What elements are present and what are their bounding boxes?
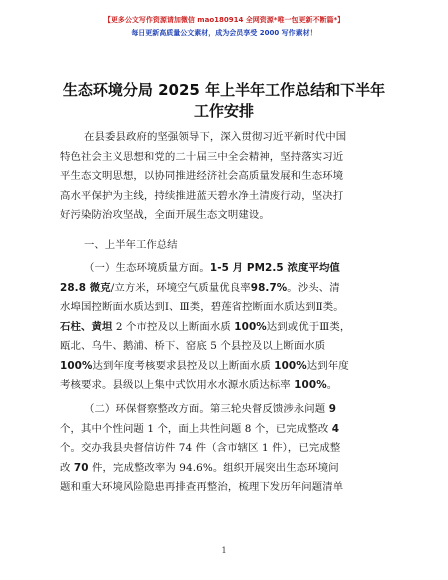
highlight-number: 70 bbox=[73, 461, 89, 474]
promo-banner-line-2: 每日更新高质量公文素材，成为会员享受 2000 写作素材！ bbox=[131, 29, 317, 37]
text-run: 个，其中个性问题 1 个，面上共性问题 8 个，已完成整改 bbox=[60, 422, 332, 435]
paragraph-line bbox=[60, 279, 390, 299]
section-heading: 一、上半年工作总结 bbox=[84, 239, 178, 251]
paragraph-line bbox=[60, 357, 390, 377]
intro-line: 特色社会主义思想和党的二十届三中全会精神，坚持落实习近 bbox=[60, 150, 344, 163]
text-run: 达到年度考核要求县控及以上断面水质 bbox=[92, 359, 275, 372]
highlight-percent: 100% bbox=[234, 320, 267, 333]
intro-line: 好污染防治攻坚战，全面开展生态文明建设。 bbox=[60, 209, 270, 221]
highlight-sections: 石柱、黄坦 bbox=[60, 320, 113, 333]
text-run: 达到年度 bbox=[306, 359, 349, 372]
document-title-line-1: 生态环境分局 2025 年上半年工作总结和下半年 bbox=[62, 81, 386, 99]
air-quality-rate: 98.7% bbox=[250, 281, 288, 294]
highlight-percent: 100% bbox=[60, 359, 93, 372]
paragraph-line: 个。交办我县央督信访件 74 件（含市辖区 1 件），已完成整 bbox=[60, 442, 341, 454]
highlight-percent: 100% bbox=[274, 359, 307, 372]
text-run: 。 bbox=[326, 379, 338, 391]
text-run: 达到或优于Ⅲ类， bbox=[266, 320, 351, 333]
paragraph-line bbox=[60, 318, 390, 338]
intro-line: 高水平保护为主线，持续推进蓝天碧水净土清废行动，坚决打 bbox=[60, 189, 344, 202]
highlight-number: 4 bbox=[331, 422, 340, 435]
text-run: （二）环保督察整改方面。第三轮央督反馈涉永问题 bbox=[84, 403, 329, 415]
paragraph-line bbox=[60, 420, 390, 440]
intro-line: 平生态文明思想，以协同推进经济社会高质量发展和生态环境 bbox=[60, 170, 344, 182]
paragraph-line: 瓯北、乌牛、鹅浦、桥下、窑底 5 个县控及以上断面水质 bbox=[60, 340, 326, 352]
promo-banner-line-1: 【更多公文写作资源请加微信 mao180914 全网资源*唯一包更新不断篇*】 bbox=[103, 16, 345, 24]
subsection-lead: （一）生态环境质量方面。 bbox=[84, 262, 210, 274]
pm25-unit-text: 28.8 微克 bbox=[60, 281, 111, 294]
paragraph-line bbox=[60, 459, 390, 479]
text-run: 2 个市控及以上断面水质 bbox=[112, 320, 235, 333]
text-run: 考核要求。县级以上集中式饮用水水源水质达标率 bbox=[60, 379, 295, 391]
intro-line: 在县委县政府的坚强领导下，深入贯彻习近平新时代中国 bbox=[84, 131, 347, 143]
text-run: 件，完成整改率为 94.6%。组织开展突出生态环境问 bbox=[88, 461, 339, 474]
paragraph-line bbox=[60, 400, 390, 420]
text-run: 改 bbox=[60, 461, 74, 474]
highlight-number: 9 bbox=[328, 403, 337, 415]
inspection-rectification-paragraph bbox=[60, 400, 390, 498]
text-run: /立方米，环境空气质量优良率 bbox=[110, 281, 251, 294]
text-run: 。沙头、清 bbox=[287, 281, 340, 294]
environment-quality-paragraph bbox=[60, 259, 390, 396]
paragraph-line: 题和重大环境风险隐患再排查再整治，梳理下发历年问题清单 bbox=[60, 481, 344, 493]
intro-paragraph bbox=[60, 128, 390, 226]
document-title-line-2: 工作安排 bbox=[193, 102, 254, 120]
pm25-value-text: 1-5 月 PM2.5 浓度平均值 bbox=[209, 262, 340, 274]
paragraph-line: 水埠国控断面水质达到Ⅰ、Ⅲ类，碧莲省控断面水质达到Ⅱ类。 bbox=[60, 301, 344, 313]
paragraph-line bbox=[60, 259, 390, 279]
page-number: 1 bbox=[221, 546, 227, 555]
paragraph-line bbox=[60, 376, 390, 396]
highlight-percent: 100% bbox=[294, 379, 327, 391]
